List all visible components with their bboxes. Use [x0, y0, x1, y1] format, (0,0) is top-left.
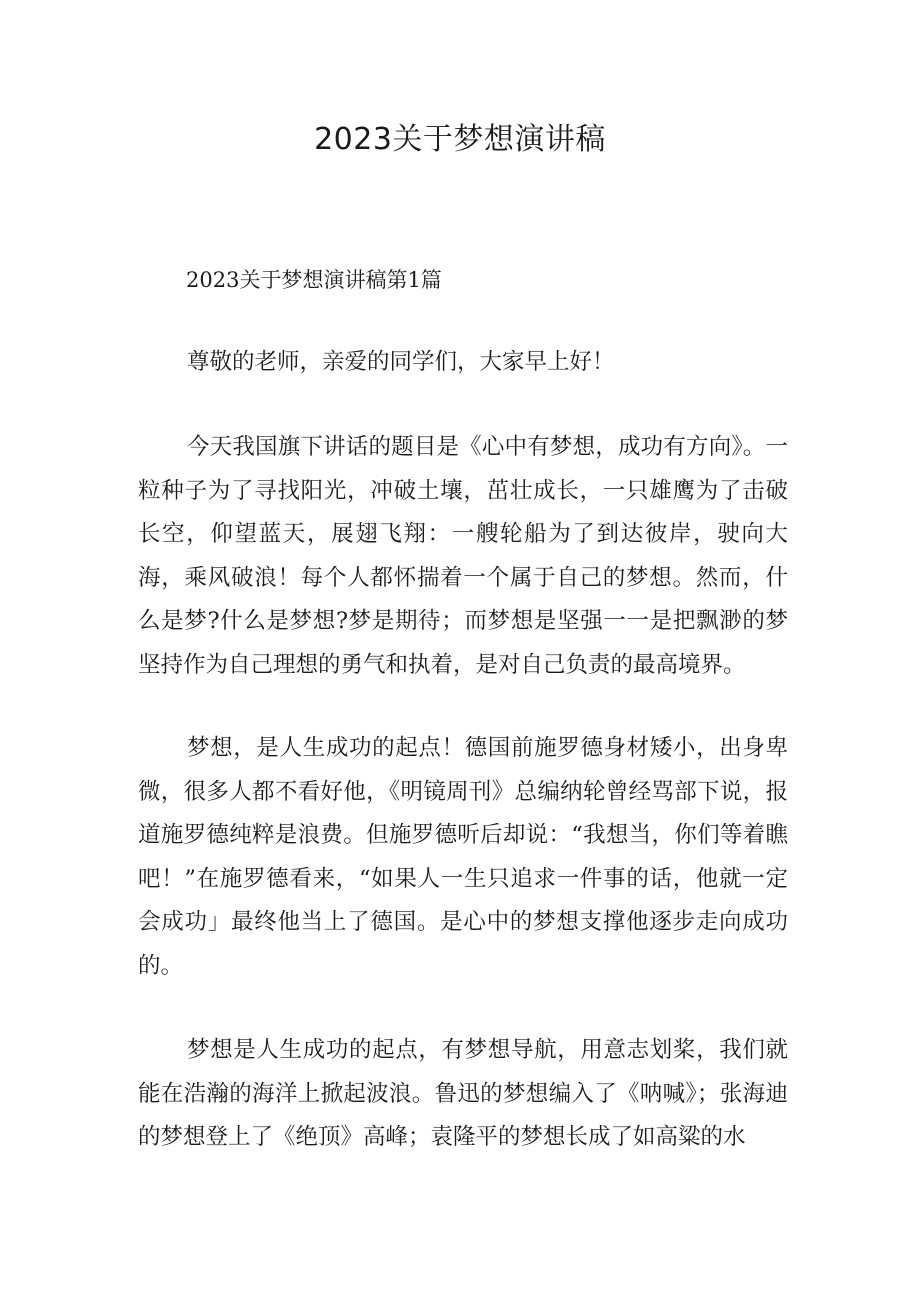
paragraph-schroeder: 梦想，是人生成功的起点！德国前施罗德身材矮小，出身卑微，很多人都不看好他，《明镜周刊》总编纳轮曾经骂部下说，报道施罗德纯粹是浪费。但施罗德听后却说：“我想当，你们等着瞧吧！”在施罗德看来，“如果人一生只追求一件事的话，他就一定会成功」最终他当上了德国。是心中的梦想支撑他逐步走向成功的。 [138, 735, 788, 979]
paragraph-greeting: 尊敬的老师，亲爱的同学们，大家早上好！ [187, 349, 615, 375]
paragraph-examples: 梦想是人生成功的起点，有梦想导航，用意志划桨，我们就能在浩瀚的海洋上掀起波浪。鲁迅的梦想编入了《呐喊》；张海迪的梦想登上了《绝顶》高峰；袁隆平的梦想长成了如高粱的水 [138, 1037, 788, 1150]
paragraph-intro: 今天我国旗下讲话的题目是《心中有梦想，成功有方向》。一粒种子为了寻找阳光，冲破土壤，茁壮成长，一只雄鹰为了击破长空，仰望蓝天，展翅飞翔：一艘轮船为了到达彼岸，驶向大海，乘风破浪！每个人都怀揣着一个属于自己的梦想。然而，什么是梦?什么是梦想?梦是期待；而梦想是坚强一一是把飘渺的梦坚持作为自己理想的勇气和执着，是对自己负责的最高境界。 [138, 434, 788, 678]
document-title: 2023关于梦想演讲稿 [314, 122, 606, 157]
section-heading: 2023关于梦想演讲稿第1篇 [186, 268, 442, 292]
